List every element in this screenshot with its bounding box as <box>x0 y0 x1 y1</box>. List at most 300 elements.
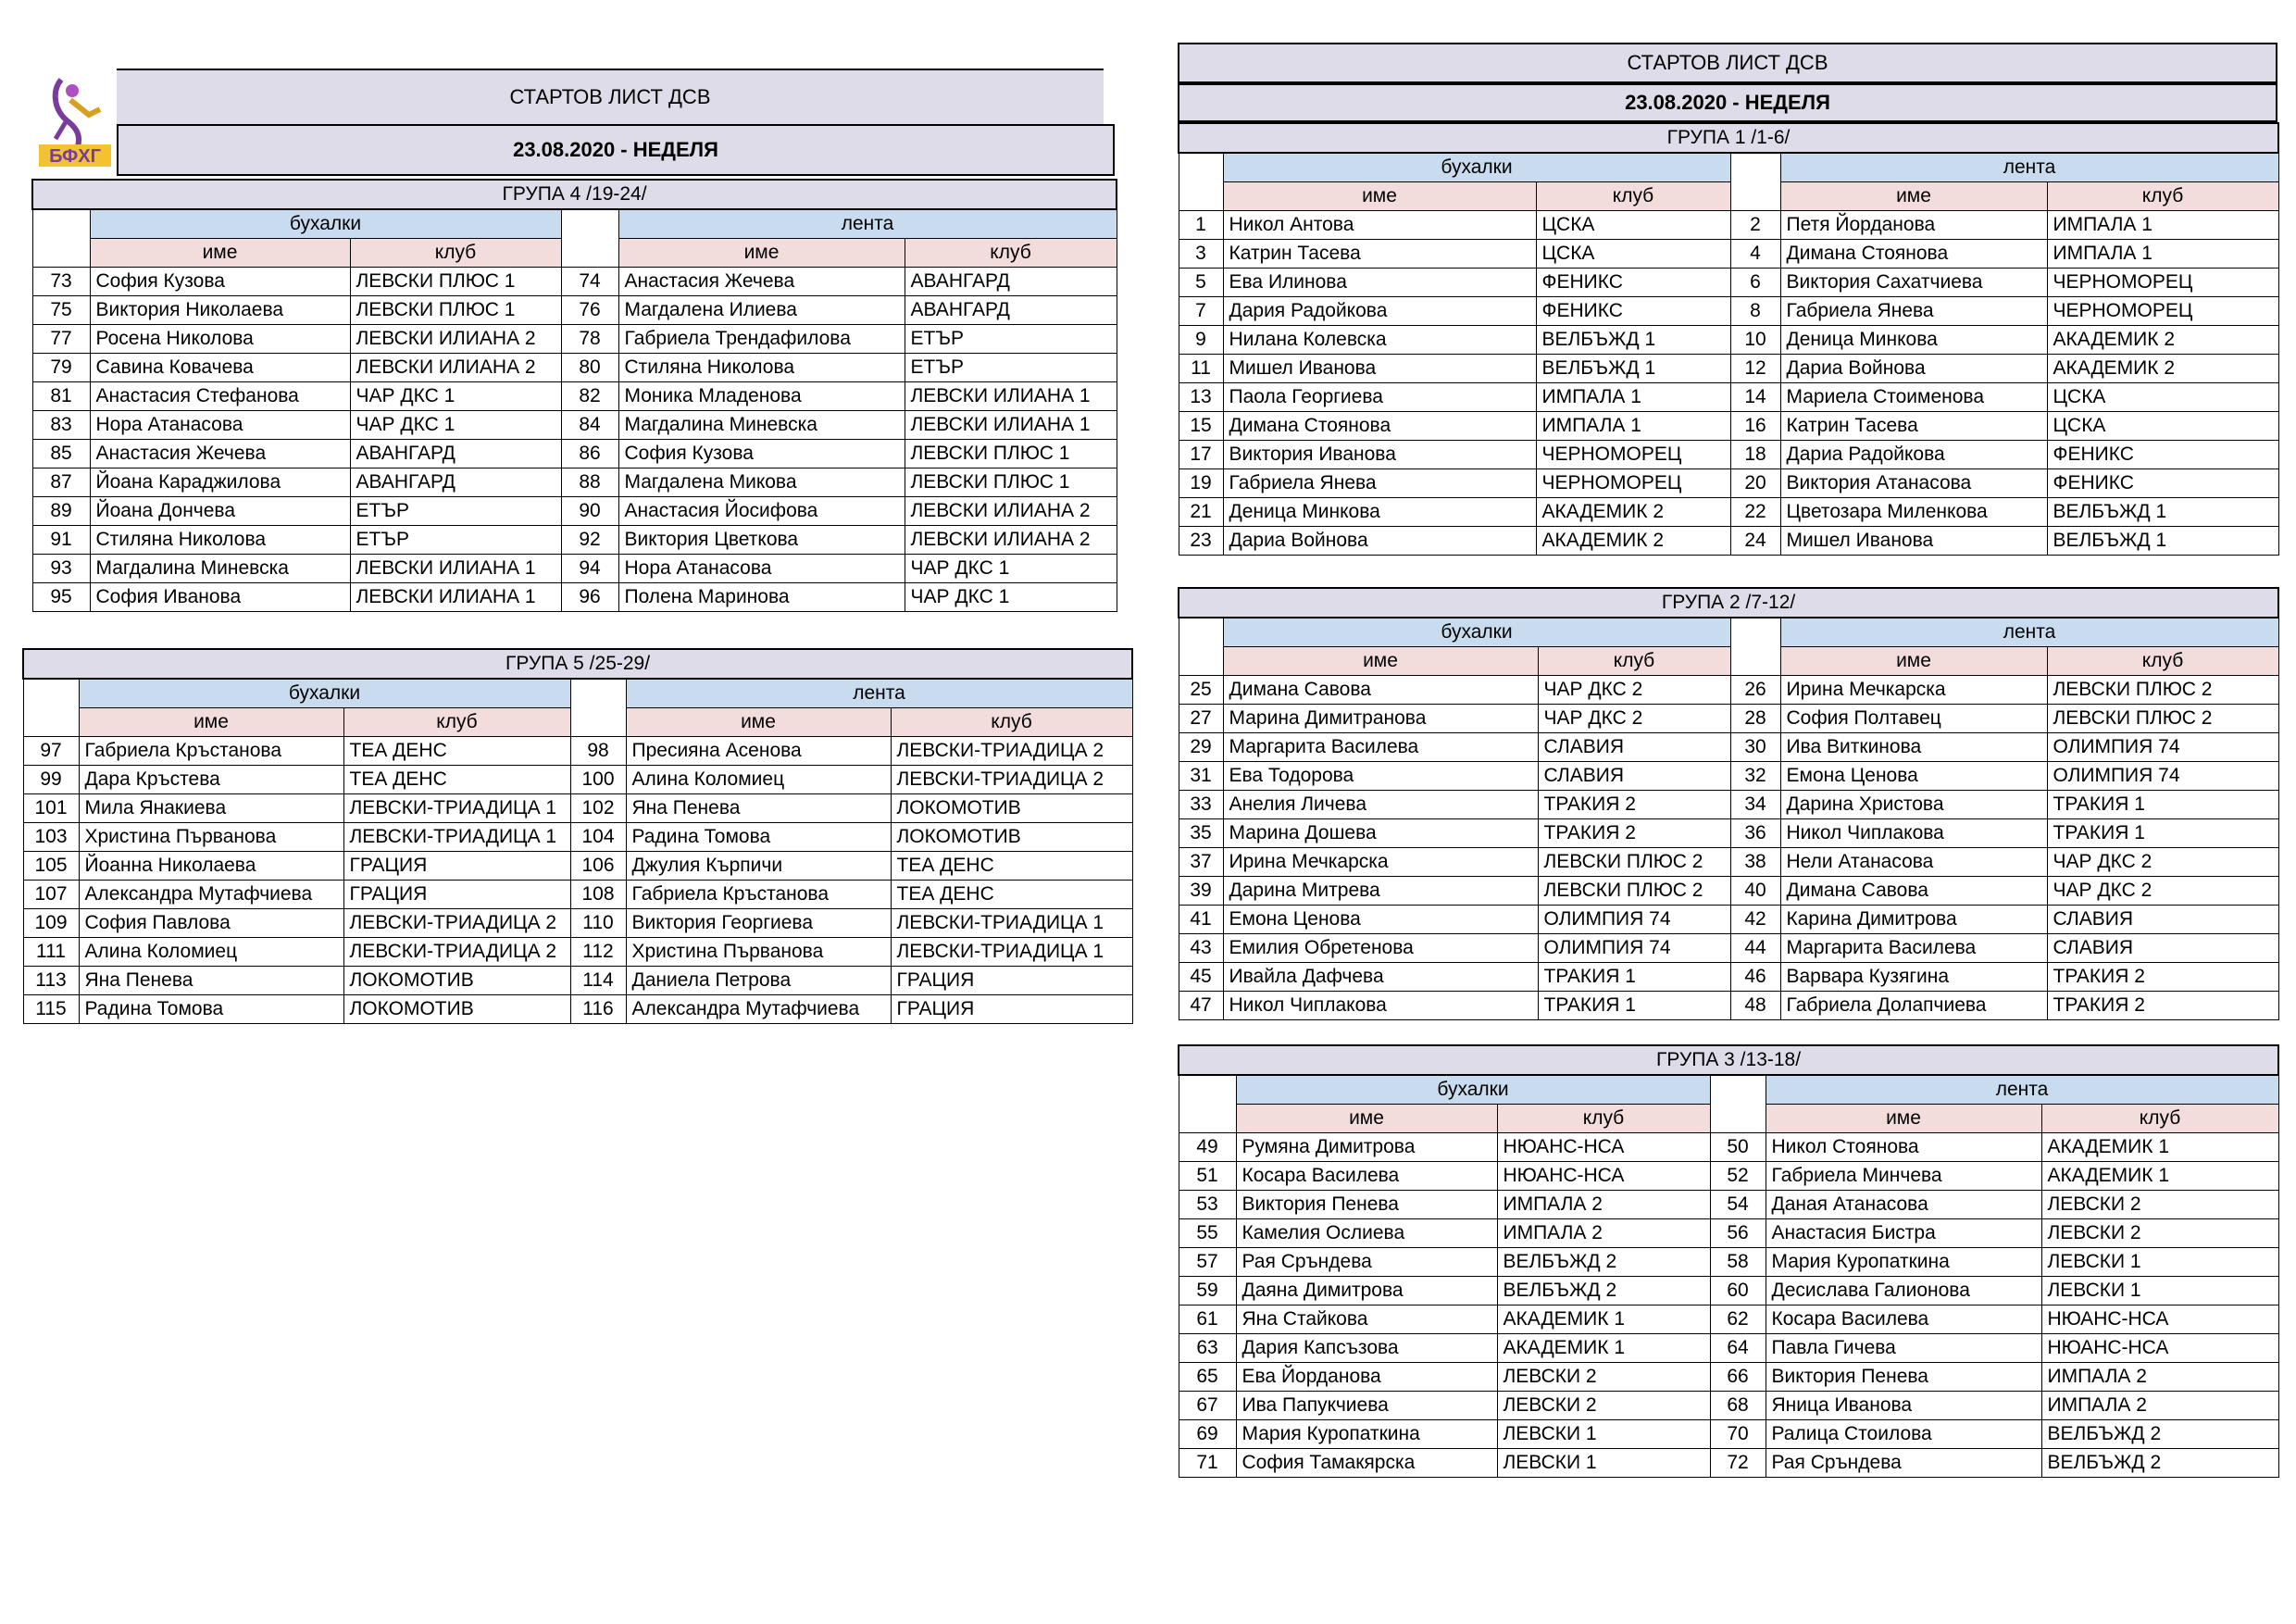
start-number: 25 <box>1179 676 1223 705</box>
table-row <box>1179 1133 2278 1162</box>
blank-cell <box>561 209 618 268</box>
col-name: име <box>1223 647 1538 676</box>
table-row <box>1179 412 2278 441</box>
club-name: ЛЕВСКИ 2 <box>1497 1392 1710 1420</box>
table-row <box>1179 1334 2278 1363</box>
club-name: ВЕЛБЪЖД 2 <box>2041 1420 2278 1449</box>
athlete-name: Моника Младенова <box>618 382 905 411</box>
col-name: име <box>1766 1105 2041 1133</box>
table-row <box>32 354 1117 382</box>
athlete-name: Рая Сръндева <box>1236 1248 1497 1277</box>
club-name: ИМПАЛА 2 <box>1497 1219 1710 1248</box>
group-title: ГРУПА 5 /25-29/ <box>23 649 1132 679</box>
athlete-name: Рая Сръндева <box>1766 1449 2041 1478</box>
club-name: ИМПАЛА 1 <box>2047 240 2278 269</box>
start-number: 101 <box>23 794 79 823</box>
start-number: 94 <box>561 555 618 583</box>
athlete-name: Емилия Обретенова <box>1223 934 1538 963</box>
club-name: СЛАВИЯ <box>1538 762 1730 791</box>
athlete-name: Никол Стоянова <box>1766 1133 2041 1162</box>
club-name: ВЕЛБЪЖД 1 <box>1536 355 1730 383</box>
col-name: име <box>1780 647 2047 676</box>
table-row <box>1179 297 2278 326</box>
start-number: 53 <box>1179 1191 1236 1219</box>
section-ribbon: лента <box>618 209 1117 239</box>
athlete-name: Дариа Войнова <box>1223 527 1536 556</box>
table-row <box>23 967 1132 995</box>
club-name: ЛЕВСКИ ИЛИАНА 1 <box>350 583 561 612</box>
start-number: 33 <box>1179 791 1223 819</box>
athlete-name: Дарина Митрева <box>1223 877 1538 906</box>
athlete-name: Нора Атанасова <box>90 411 350 440</box>
table-row <box>1179 963 2278 992</box>
start-number: 54 <box>1710 1191 1766 1219</box>
club-name: ЛЕВСКИ-ТРИАДИЦА 2 <box>343 909 570 938</box>
club-name: ЛЕВСКИ-ТРИАДИЦА 1 <box>891 938 1132 967</box>
table-row <box>32 526 1117 555</box>
start-number: 4 <box>1730 240 1780 269</box>
start-number: 51 <box>1179 1162 1236 1191</box>
club-name: ЕТЪР <box>905 354 1117 382</box>
start-number: 61 <box>1179 1305 1236 1334</box>
athlete-name: Анастасия Йосифова <box>618 497 905 526</box>
athlete-name: Александра Мутафчиева <box>626 995 891 1024</box>
athlete-name: Джулия Кърпичи <box>626 852 891 881</box>
club-name: ЛЕВСКИ-ТРИАДИЦА 2 <box>343 938 570 967</box>
section-ribbon: лента <box>1766 1075 2278 1105</box>
club-name: ВЕЛБЪЖД 2 <box>1497 1248 1710 1277</box>
club-name: ВЕЛБЪЖД 2 <box>2041 1449 2278 1478</box>
start-number: 39 <box>1179 877 1223 906</box>
athlete-name: Росена Николова <box>90 325 350 354</box>
club-name: ЕТЪР <box>350 526 561 555</box>
right-title <box>1178 43 2277 83</box>
table-row <box>32 497 1117 526</box>
club-name: ЛЕВСКИ-ТРИАДИЦА 2 <box>891 737 1132 766</box>
club-name: ЧАР ДКС 1 <box>905 583 1117 612</box>
start-number: 81 <box>32 382 90 411</box>
athlete-name: Анастасия Бистра <box>1766 1219 2041 1248</box>
athlete-name: Габриела Кръстанова <box>79 737 343 766</box>
club-name: ИМПАЛА 2 <box>2041 1392 2278 1420</box>
start-number: 12 <box>1730 355 1780 383</box>
club-name: ЛОКОМОТИВ <box>891 794 1132 823</box>
blank-cell <box>23 679 79 737</box>
club-name: АВАНГАРД <box>905 296 1117 325</box>
athlete-name: Даная Атанасова <box>1766 1191 2041 1219</box>
athlete-name: Магдалина Миневска <box>90 555 350 583</box>
col-name: име <box>1780 182 2047 211</box>
start-number: 50 <box>1710 1133 1766 1162</box>
table-row <box>1179 1363 2278 1392</box>
club-name: ВЕЛБЪЖД 1 <box>1536 326 1730 355</box>
start-number: 35 <box>1179 819 1223 848</box>
start-number: 73 <box>32 268 90 296</box>
start-number: 32 <box>1730 762 1780 791</box>
table-row <box>1179 762 2278 791</box>
club-name: ТЕА ДЕНС <box>343 766 570 794</box>
col-club: клуб <box>2047 182 2278 211</box>
table-row <box>23 881 1132 909</box>
athlete-name: София Кузова <box>618 440 905 468</box>
start-number: 30 <box>1730 733 1780 762</box>
group-title-row <box>1179 123 2278 153</box>
club-name: ЛОКОМОТИВ <box>891 823 1132 852</box>
start-number: 79 <box>32 354 90 382</box>
blank-cell <box>1710 1075 1766 1133</box>
start-number: 59 <box>1179 1277 1236 1305</box>
club-name: ФЕНИКС <box>1536 269 1730 297</box>
club-name: ИМПАЛА 1 <box>1536 412 1730 441</box>
col-club: клуб <box>350 239 561 268</box>
start-number: 116 <box>570 995 626 1024</box>
table-row <box>32 268 1117 296</box>
club-name: ЧАР ДКС 2 <box>2047 848 2278 877</box>
club-name: ЧАР ДКС 2 <box>1538 676 1730 705</box>
section-clubs: бухалки <box>1223 618 1730 647</box>
athlete-name: Дария Капсъзова <box>1236 1334 1497 1363</box>
club-name: ЛОКОМОТИВ <box>343 967 570 995</box>
club-name: ЛЕВСКИ ПЛЮС 2 <box>2047 676 2278 705</box>
club-name: ОЛИМПИЯ 74 <box>1538 934 1730 963</box>
group-title-row <box>32 180 1117 209</box>
start-number: 113 <box>23 967 79 995</box>
start-number: 84 <box>561 411 618 440</box>
club-name: ТРАКИЯ 2 <box>2047 992 2278 1020</box>
table-row <box>23 938 1132 967</box>
left-date <box>117 124 1115 176</box>
start-number: 105 <box>23 852 79 881</box>
group-4-table <box>31 179 1117 612</box>
section-clubs: бухалки <box>1236 1075 1710 1105</box>
start-number: 22 <box>1730 498 1780 527</box>
section-ribbon: лента <box>626 679 1132 708</box>
athlete-name: Пресияна Асенова <box>626 737 891 766</box>
athlete-name: Деница Минкова <box>1780 326 2047 355</box>
club-name: ЛЕВСКИ 2 <box>1497 1363 1710 1392</box>
table-row <box>1179 848 2278 877</box>
athlete-name: Радина Томова <box>626 823 891 852</box>
start-number: 115 <box>23 995 79 1024</box>
club-name: ЛЕВСКИ-ТРИАДИЦА 1 <box>343 794 570 823</box>
club-name: ЧЕРНОМОРЕЦ <box>2047 297 2278 326</box>
section-clubs: бухалки <box>79 679 570 708</box>
table-row <box>23 823 1132 852</box>
athlete-name: Никол Чиплакова <box>1223 992 1538 1020</box>
athlete-name: Дариа Войнова <box>1780 355 2047 383</box>
col-club: клуб <box>905 239 1117 268</box>
athlete-name: Катрин Тасева <box>1780 412 2047 441</box>
athlete-name: Габриела Долапчиева <box>1780 992 2047 1020</box>
club-name: ЛЕВСКИ ПЛЮС 1 <box>905 468 1117 497</box>
athlete-name: Ева Тодорова <box>1223 762 1538 791</box>
logo-text: БФХГ <box>49 146 101 167</box>
start-number: 24 <box>1730 527 1780 556</box>
start-number: 18 <box>1730 441 1780 469</box>
club-name: СЛАВИЯ <box>2047 906 2278 934</box>
start-number: 110 <box>570 909 626 938</box>
start-number: 34 <box>1730 791 1780 819</box>
club-name: ЦСКА <box>1536 211 1730 240</box>
club-name: НЮАНС-НСА <box>2041 1334 2278 1363</box>
start-number: 100 <box>570 766 626 794</box>
blank-cell <box>1179 153 1223 211</box>
start-number: 27 <box>1179 705 1223 733</box>
club-name: ТРАКИЯ 1 <box>2047 819 2278 848</box>
athlete-name: Мария Куропаткина <box>1766 1248 2041 1277</box>
table-row <box>1179 1420 2278 1449</box>
start-number: 44 <box>1730 934 1780 963</box>
club-name: ЛЕВСКИ ПЛЮС 2 <box>1538 877 1730 906</box>
club-name: ФЕНИКС <box>2047 469 2278 498</box>
start-number: 2 <box>1730 211 1780 240</box>
table-row <box>1179 1305 2278 1334</box>
athlete-name: Магдалена Илиева <box>618 296 905 325</box>
start-number: 21 <box>1179 498 1223 527</box>
club-name: ЛЕВСКИ-ТРИАДИЦА 1 <box>891 909 1132 938</box>
start-number: 41 <box>1179 906 1223 934</box>
athlete-name: Мариела Стоименова <box>1780 383 2047 412</box>
group-3-table <box>1178 1044 2279 1478</box>
athlete-name: Дарина Христова <box>1780 791 2047 819</box>
club-name: ОЛИМПИЯ 74 <box>2047 762 2278 791</box>
start-number: 65 <box>1179 1363 1236 1392</box>
blank-cell <box>32 209 90 268</box>
athlete-name: Анелия Личева <box>1223 791 1538 819</box>
table-row <box>32 468 1117 497</box>
club-name: ВЕЛБЪЖД 2 <box>1497 1277 1710 1305</box>
start-number: 103 <box>23 823 79 852</box>
col-name: име <box>618 239 905 268</box>
club-name: НЮАНС-НСА <box>2041 1305 2278 1334</box>
start-number: 62 <box>1710 1305 1766 1334</box>
start-number: 38 <box>1730 848 1780 877</box>
start-number: 108 <box>570 881 626 909</box>
start-number: 104 <box>570 823 626 852</box>
club-name: ЛЕВСКИ ПЛЮС 1 <box>350 296 561 325</box>
section-row <box>32 209 1117 239</box>
club-name: ВЕЛБЪЖД 1 <box>2047 498 2278 527</box>
athlete-name: Алина Коломиец <box>626 766 891 794</box>
table-row <box>1179 1392 2278 1420</box>
start-number: 10 <box>1730 326 1780 355</box>
athlete-name: Павла Гичева <box>1766 1334 2041 1363</box>
athlete-name: Виктория Пенева <box>1236 1191 1497 1219</box>
start-number: 86 <box>561 440 618 468</box>
start-number: 112 <box>570 938 626 967</box>
start-number: 111 <box>23 938 79 967</box>
blank-cell <box>1730 153 1780 211</box>
start-number: 64 <box>1710 1334 1766 1363</box>
table-row <box>1179 527 2278 556</box>
athlete-name: Магдалена Микова <box>618 468 905 497</box>
athlete-name: Габриела Трендафилова <box>618 325 905 354</box>
col-name: име <box>1223 182 1536 211</box>
club-name: АВАНГАРД <box>350 468 561 497</box>
club-name: ЛЕВСКИ ИЛИАНА 1 <box>905 411 1117 440</box>
club-name: ЦСКА <box>1536 240 1730 269</box>
start-number: 16 <box>1730 412 1780 441</box>
start-number: 114 <box>570 967 626 995</box>
col-club: клуб <box>1536 182 1730 211</box>
athlete-name: Марина Дошева <box>1223 819 1538 848</box>
club-name: ИМПАЛА 2 <box>2041 1363 2278 1392</box>
col-club: клуб <box>1538 647 1730 676</box>
start-number: 70 <box>1710 1420 1766 1449</box>
club-name: ЛЕВСКИ 2 <box>2041 1191 2278 1219</box>
athlete-name: Габриела Минчева <box>1766 1162 2041 1191</box>
club-name: ЛЕВСКИ ИЛИАНА 2 <box>350 354 561 382</box>
club-name: ЛЕВСКИ-ТРИАДИЦА 1 <box>343 823 570 852</box>
athlete-name: Маргарита Василева <box>1223 733 1538 762</box>
athlete-name: Дара Кръстева <box>79 766 343 794</box>
club-name: ЛЕВСКИ ПЛЮС 2 <box>2047 705 2278 733</box>
start-number: 78 <box>561 325 618 354</box>
club-name: ЕТЪР <box>905 325 1117 354</box>
club-name: ТЕА ДЕНС <box>891 881 1132 909</box>
athlete-name: Йоанна Николаева <box>79 852 343 881</box>
start-number: 63 <box>1179 1334 1236 1363</box>
athlete-name: Яна Пенева <box>79 967 343 995</box>
club-name: ЧАР ДКС 2 <box>1538 705 1730 733</box>
table-row <box>1179 733 2278 762</box>
table-row <box>1179 819 2278 848</box>
start-number: 11 <box>1179 355 1223 383</box>
club-name: ЛЕВСКИ 1 <box>1497 1420 1710 1449</box>
club-name: ИМПАЛА 1 <box>2047 211 2278 240</box>
col-name: име <box>79 708 343 737</box>
start-number: 91 <box>32 526 90 555</box>
athlete-name: Мишел Иванова <box>1223 355 1536 383</box>
athlete-name: Десислава Галионова <box>1766 1277 2041 1305</box>
table-row <box>23 909 1132 938</box>
athlete-name: Мария Куропаткина <box>1236 1420 1497 1449</box>
col-name: име <box>626 708 891 737</box>
start-number: 45 <box>1179 963 1223 992</box>
start-number: 97 <box>23 737 79 766</box>
club-name: ЛЕВСКИ ИЛИАНА 2 <box>350 325 561 354</box>
club-name: ВЕЛБЪЖД 1 <box>2047 527 2278 556</box>
start-number: 6 <box>1730 269 1780 297</box>
athlete-name: Анастасия Жечева <box>90 440 350 468</box>
athlete-name: Нилана Колевска <box>1223 326 1536 355</box>
col-club: клуб <box>2047 647 2278 676</box>
start-number: 26 <box>1730 676 1780 705</box>
start-number: 55 <box>1179 1219 1236 1248</box>
table-row <box>1179 269 2278 297</box>
section-row <box>1179 153 2278 182</box>
start-number: 76 <box>561 296 618 325</box>
athlete-name: Ива Виткинова <box>1780 733 2047 762</box>
athlete-name: Камелия Ослиева <box>1236 1219 1497 1248</box>
start-number: 49 <box>1179 1133 1236 1162</box>
start-number: 71 <box>1179 1449 1236 1478</box>
athlete-name: Мила Янакиева <box>79 794 343 823</box>
club-name: ТРАКИЯ 1 <box>1538 992 1730 1020</box>
left-date-text: 23.08.2020 - НЕДЕЛЯ <box>513 138 718 161</box>
club-name: ЛЕВСКИ ПЛЮС 1 <box>905 440 1117 468</box>
club-name: ЧАР ДКС 1 <box>350 411 561 440</box>
start-number: 13 <box>1179 383 1223 412</box>
table-row <box>1179 1162 2278 1191</box>
start-number: 23 <box>1179 527 1223 556</box>
start-number: 28 <box>1730 705 1780 733</box>
club-name: ЧАР ДКС 1 <box>350 382 561 411</box>
start-number: 9 <box>1179 326 1223 355</box>
athlete-name: Ирина Мечкарска <box>1780 676 2047 705</box>
start-number: 85 <box>32 440 90 468</box>
start-number: 37 <box>1179 848 1223 877</box>
club-name: ТЕА ДЕНС <box>891 852 1132 881</box>
club-name: НЮАНС-НСА <box>1497 1133 1710 1162</box>
start-number: 36 <box>1730 819 1780 848</box>
start-number: 96 <box>561 583 618 612</box>
athlete-name: Александра Мутафчиева <box>79 881 343 909</box>
start-number: 75 <box>32 296 90 325</box>
athlete-name: Петя Йорданова <box>1780 211 2047 240</box>
athlete-name: Никол Чиплакова <box>1780 819 2047 848</box>
athlete-name: Полена Маринова <box>618 583 905 612</box>
start-number: 17 <box>1179 441 1223 469</box>
section-ribbon: лента <box>1780 153 2278 182</box>
club-name: ЛЕВСКИ 2 <box>2041 1219 2278 1248</box>
athlete-name: Габриела Янева <box>1223 469 1536 498</box>
left-title <box>117 69 1104 124</box>
club-name: АКАДЕМИК 1 <box>2041 1133 2278 1162</box>
athlete-name: Габриела Янева <box>1780 297 2047 326</box>
start-number: 77 <box>32 325 90 354</box>
club-name: ТРАКИЯ 1 <box>1538 963 1730 992</box>
start-number: 1 <box>1179 211 1223 240</box>
start-number: 29 <box>1179 733 1223 762</box>
club-name: ЛЕВСКИ-ТРИАДИЦА 2 <box>891 766 1132 794</box>
club-name: ЧАР ДКС 1 <box>905 555 1117 583</box>
table-row <box>23 852 1132 881</box>
start-number: 3 <box>1179 240 1223 269</box>
start-number: 99 <box>23 766 79 794</box>
section-clubs: бухалки <box>90 209 561 239</box>
start-number: 98 <box>570 737 626 766</box>
club-name: ЛЕВСКИ ИЛИАНА 2 <box>905 526 1117 555</box>
athlete-name: Нели Атанасова <box>1780 848 2047 877</box>
start-number: 57 <box>1179 1248 1236 1277</box>
table-row <box>1179 934 2278 963</box>
section-row <box>23 679 1132 708</box>
athlete-name: Виктория Сахатчиева <box>1780 269 2047 297</box>
athlete-name: Ева Йорданова <box>1236 1363 1497 1392</box>
athlete-name: Христина Първанова <box>626 938 891 967</box>
athlete-name: Савина Ковачева <box>90 354 350 382</box>
athlete-name: Варвара Кузягина <box>1780 963 2047 992</box>
left-title-text: СТАРТОВ ЛИСТ ДСВ <box>509 85 711 108</box>
table-row <box>32 325 1117 354</box>
athlete-name: София Полтавец <box>1780 705 2047 733</box>
athlete-name: Магдалина Миневска <box>618 411 905 440</box>
col-club: клуб <box>2041 1105 2278 1133</box>
club-name: ЛЕВСКИ ИЛИАНА 2 <box>905 497 1117 526</box>
right-title-text: СТАРТОВ ЛИСТ ДСВ <box>1627 51 1828 74</box>
start-number: 20 <box>1730 469 1780 498</box>
club-name: СЛАВИЯ <box>2047 934 2278 963</box>
table-row <box>1179 383 2278 412</box>
group-1-table <box>1178 122 2279 556</box>
club-name: ГРАЦИЯ <box>343 881 570 909</box>
club-name: АКАДЕМИК 1 <box>2041 1162 2278 1191</box>
group-title: ГРУПА 3 /13-18/ <box>1179 1045 2278 1075</box>
blank-cell <box>1179 618 1223 676</box>
right-date-text: 23.08.2020 - НЕДЕЛЯ <box>1625 91 1830 114</box>
start-number: 15 <box>1179 412 1223 441</box>
